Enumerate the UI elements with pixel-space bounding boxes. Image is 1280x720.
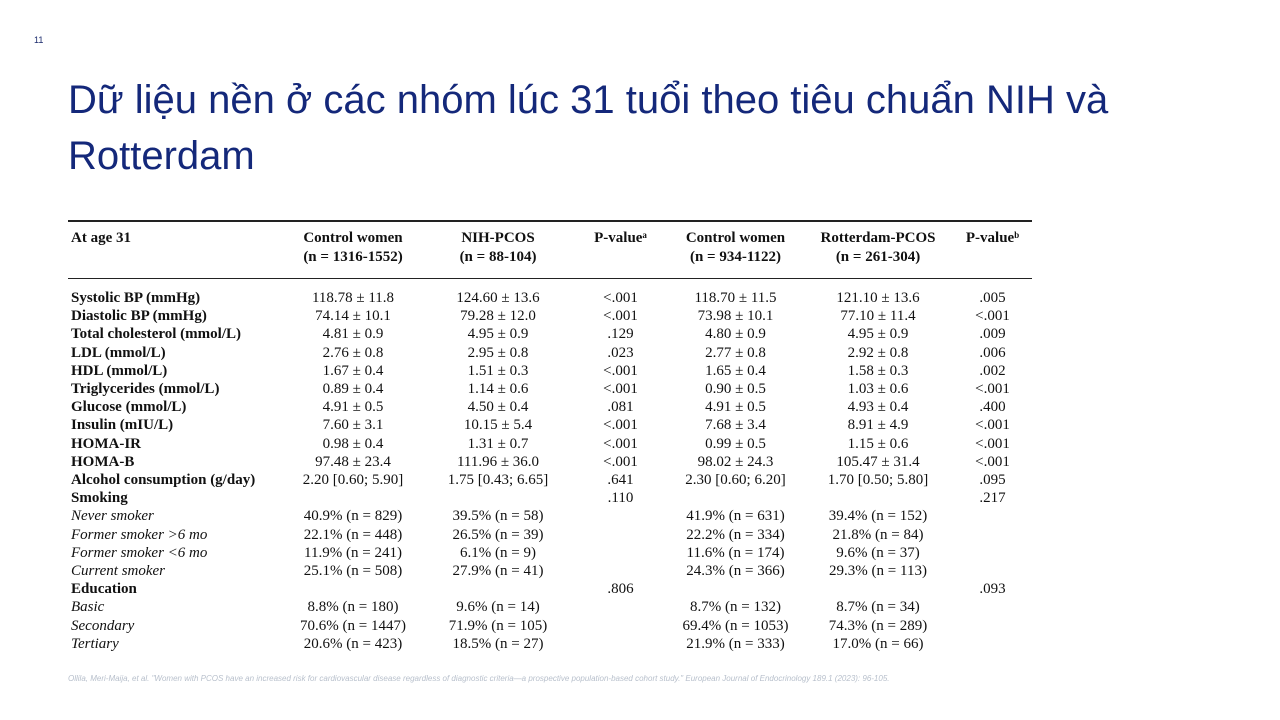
row-label: Insulin (mIU/L) [71, 417, 174, 434]
control-nih-cell: 118.78 ± 11.8 [311, 290, 395, 306]
rotterdam-pcos-cell: 1.58 ± 0.3 [847, 362, 909, 379]
row-label: Tertiary [71, 635, 119, 652]
header-cell: Control women (n = 1316-1552) [303, 230, 403, 265]
rotterdam-pcos-cell: 74.3% (n = 289) [828, 617, 928, 634]
p-value-b-cell [953, 617, 1032, 635]
p-value-b-cell: .095 [979, 472, 1006, 489]
control-nih-cell: 4.81 ± 0.9 [322, 326, 384, 343]
p-value-a-cell: .081 [607, 399, 634, 416]
p-value-b-cell: .009 [979, 326, 1006, 343]
row-label: Smoking [71, 490, 128, 507]
control-rotterdam-cell: 22.2% (n = 334) [686, 526, 785, 543]
nih-pcos-cell: 18.5% (n = 27) [452, 635, 544, 652]
rotterdam-pcos-cell: 8.7% (n = 34) [836, 599, 920, 616]
row-label: Diastolic BP (mmHg) [71, 308, 207, 325]
row-label: Alcohol consumption (g/day) [71, 472, 256, 489]
rotterdam-pcos-cell: 1.70 [0.50; 5.80] [827, 472, 929, 489]
nih-pcos-cell: 1.51 ± 0.3 [467, 362, 529, 379]
p-value-a-cell: .023 [607, 344, 634, 361]
nih-pcos-cell: 27.9% (n = 41) [452, 563, 544, 580]
p-value-b-cell [953, 635, 1032, 653]
p-value-a-cell: .110 [607, 490, 634, 507]
p-value-b-cell: <.001 [975, 308, 1010, 325]
slide-title: Dữ liệu nền ở các nhóm lúc 31 tuổi theo tiêu chuẩn NIH và Rotterdam [68, 78, 1109, 178]
table-header-row [68, 222, 1032, 267]
rotterdam-pcos-cell: 1.15 ± 0.6 [847, 435, 909, 452]
control-nih-cell: 74.14 ± 10.1 [315, 308, 391, 325]
row-label: Systolic BP (mmHg) [71, 290, 201, 306]
table-row [68, 416, 1032, 434]
table-row [68, 562, 1032, 580]
p-value-b-cell: <.001 [975, 435, 1010, 452]
rotterdam-pcos-cell [803, 489, 953, 507]
p-value-a-cell [573, 562, 668, 580]
row-label: Current smoker [71, 563, 166, 580]
rotterdam-pcos-cell: 39.4% (n = 152) [828, 508, 928, 525]
nih-pcos-cell: 71.9% (n = 105) [448, 617, 548, 634]
p-value-b-cell: .400 [979, 399, 1006, 416]
nih-pcos-cell: 4.95 ± 0.9 [467, 326, 529, 343]
control-nih-cell: 97.48 ± 23.4 [315, 453, 391, 470]
row-label: Former smoker <6 mo [71, 544, 208, 561]
p-value-a-cell [573, 635, 668, 653]
control-rotterdam-cell: 2.30 [0.60; 6.20] [685, 472, 786, 489]
control-rotterdam-cell [668, 580, 803, 598]
p-value-a-cell: <.001 [603, 417, 638, 434]
nih-pcos-cell: 26.5% (n = 39) [452, 526, 544, 543]
table-row [68, 617, 1032, 635]
control-rotterdam-cell: 69.4% (n = 1053) [682, 617, 789, 634]
table-row [68, 471, 1032, 489]
header-cell: At age 31 [71, 230, 131, 246]
control-rotterdam-cell: 98.02 ± 24.3 [697, 453, 774, 470]
p-value-a-cell: .129 [607, 326, 634, 343]
control-rotterdam-cell: 8.7% (n = 132) [690, 599, 781, 616]
rotterdam-pcos-cell: 9.6% (n = 37) [836, 544, 920, 561]
row-label: Basic [71, 599, 105, 616]
p-value-a-cell [573, 617, 668, 635]
p-value-b-cell: <.001 [975, 453, 1010, 470]
control-rotterdam-cell [668, 489, 803, 507]
p-value-b-cell [953, 507, 1032, 525]
nih-pcos-cell: 4.50 ± 0.4 [467, 399, 529, 416]
p-value-a-cell: <.001 [603, 290, 638, 306]
nih-pcos-cell: 111.96 ± 36.0 [456, 453, 540, 470]
rotterdam-pcos-cell: 29.3% (n = 113) [829, 563, 927, 580]
rotterdam-pcos-cell: 121.10 ± 13.6 [836, 290, 920, 306]
table-row [68, 580, 1032, 598]
control-nih-cell: 1.67 ± 0.4 [322, 362, 384, 379]
control-rotterdam-cell: 0.99 ± 0.5 [705, 435, 766, 452]
table-row [68, 453, 1032, 471]
p-value-b-cell: .006 [979, 344, 1006, 361]
rotterdam-pcos-cell: 77.10 ± 11.4 [840, 308, 916, 325]
control-nih-cell: 40.9% (n = 829) [303, 508, 403, 525]
rotterdam-pcos-cell: 8.91 ± 4.9 [847, 417, 909, 434]
header-cell: Control women (n = 934-1122) [685, 230, 786, 265]
control-rotterdam-cell: 118.70 ± 11.5 [694, 290, 777, 306]
p-value-b-cell: <.001 [975, 381, 1010, 398]
control-nih-cell: 8.8% (n = 180) [307, 599, 399, 616]
header-cell: NIH-PCOS (n = 88-104) [459, 230, 537, 265]
nih-pcos-cell: 79.28 ± 12.0 [460, 308, 536, 325]
header-cell: P-valueᵃ [594, 230, 647, 246]
control-nih-cell: 20.6% (n = 423) [303, 635, 403, 652]
baseline-table [68, 220, 1032, 653]
nih-pcos-cell: 9.6% (n = 14) [456, 599, 540, 616]
p-value-b-cell: .005 [979, 290, 1006, 306]
p-value-b-cell: <.001 [975, 417, 1010, 434]
row-label: Glucose (mmol/L) [71, 399, 187, 416]
table-row [68, 325, 1032, 343]
table-row [68, 526, 1032, 544]
table-row [68, 307, 1032, 325]
table-row [68, 398, 1032, 416]
p-value-b-cell: .093 [979, 581, 1006, 598]
table-row [68, 635, 1032, 653]
control-nih-cell: 7.60 ± 3.1 [322, 417, 384, 434]
control-nih-cell: 0.98 ± 0.4 [322, 435, 384, 452]
nih-pcos-cell: 10.15 ± 5.4 [463, 417, 533, 434]
control-nih-cell: 11.9% (n = 241) [304, 544, 402, 561]
p-value-a-cell [573, 507, 668, 525]
table-row [68, 279, 1032, 307]
nih-pcos-cell: 124.60 ± 13.6 [456, 290, 540, 306]
p-value-a-cell: <.001 [603, 362, 638, 379]
nih-pcos-cell: 39.5% (n = 58) [452, 508, 544, 525]
rotterdam-pcos-cell [803, 580, 953, 598]
rotterdam-pcos-cell: 4.95 ± 0.9 [847, 326, 909, 343]
nih-pcos-cell: 1.31 ± 0.7 [467, 435, 529, 452]
table-row [68, 380, 1032, 398]
table-row [68, 344, 1032, 362]
p-value-a-cell [573, 544, 668, 562]
table-row [68, 507, 1032, 525]
p-value-b-cell: .002 [979, 362, 1006, 379]
nih-pcos-cell: 1.75 [0.43; 6.65] [447, 472, 549, 489]
control-nih-cell: 2.76 ± 0.8 [322, 344, 384, 361]
row-label: Triglycerides (mmol/L) [71, 381, 220, 398]
table-row [68, 598, 1032, 616]
control-nih-cell [283, 489, 423, 507]
rotterdam-pcos-cell: 105.47 ± 31.4 [836, 453, 920, 470]
rotterdam-pcos-cell: 17.0% (n = 66) [832, 635, 924, 652]
p-value-b-cell [953, 526, 1032, 544]
control-rotterdam-cell: 7.68 ± 3.4 [705, 417, 766, 434]
control-nih-cell: 0.89 ± 0.4 [322, 381, 384, 398]
row-label: HOMA-IR [71, 435, 141, 452]
table-row [68, 362, 1032, 380]
control-nih-cell: 4.91 ± 0.5 [322, 399, 384, 416]
row-label: HOMA-B [71, 453, 135, 470]
control-rotterdam-cell: 2.77 ± 0.8 [705, 344, 766, 361]
table-body [68, 279, 1032, 653]
nih-pcos-cell: 2.95 ± 0.8 [467, 344, 529, 361]
table-row [68, 435, 1032, 453]
control-rotterdam-cell: 73.98 ± 10.1 [697, 308, 774, 325]
header-cell: P-valueᵇ [965, 230, 1020, 246]
p-value-b-cell: .217 [979, 490, 1006, 507]
row-label: HDL (mmol/L) [71, 362, 168, 379]
row-label: Never smoker [71, 508, 154, 525]
p-value-a-cell: <.001 [603, 381, 638, 398]
control-nih-cell: 25.1% (n = 508) [303, 563, 403, 580]
p-value-b-cell [953, 598, 1032, 616]
control-nih-cell [283, 580, 423, 598]
table-row [68, 489, 1032, 507]
slide-number: 11 [34, 35, 44, 45]
rotterdam-pcos-cell: 21.8% (n = 84) [832, 526, 924, 543]
row-label: Former smoker >6 mo [71, 526, 208, 543]
p-value-b-cell [953, 562, 1032, 580]
control-rotterdam-cell: 0.90 ± 0.5 [705, 381, 766, 398]
control-rotterdam-cell: 41.9% (n = 631) [686, 508, 785, 525]
control-nih-cell: 22.1% (n = 448) [303, 526, 403, 543]
p-value-a-cell: <.001 [603, 435, 638, 452]
p-value-a-cell: .641 [607, 472, 634, 489]
control-rotterdam-cell: 21.9% (n = 333) [686, 635, 785, 652]
control-rotterdam-cell: 4.80 ± 0.9 [705, 326, 766, 343]
p-value-a-cell [573, 526, 668, 544]
control-nih-cell: 2.20 [0.60; 5.90] [302, 472, 404, 489]
control-rotterdam-cell: 1.65 ± 0.4 [705, 362, 766, 379]
rotterdam-pcos-cell: 1.03 ± 0.6 [847, 381, 909, 398]
nih-pcos-cell [423, 580, 573, 598]
citation: Ollila, Meri-Maija, et al. "Women with PCOS have an increased risk for cardiovascular disease regardless of diagnostic criteria—a prospective population-based cohort study." European Journal of Endocrinology 189.1 (2023): 96-105. [68, 674, 890, 683]
rotterdam-pcos-cell: 2.92 ± 0.8 [847, 344, 909, 361]
rotterdam-pcos-cell: 4.93 ± 0.4 [847, 399, 909, 416]
p-value-a-cell [573, 598, 668, 616]
control-rotterdam-cell: 4.91 ± 0.5 [705, 399, 766, 416]
row-label: Total cholesterol (mmol/L) [71, 326, 241, 343]
control-rotterdam-cell: 11.6% (n = 174) [686, 544, 785, 561]
nih-pcos-cell: 1.14 ± 0.6 [467, 381, 529, 398]
nih-pcos-cell: 6.1% (n = 9) [460, 544, 536, 561]
control-nih-cell: 70.6% (n = 1447) [300, 617, 406, 634]
row-label: Education [71, 581, 137, 598]
header-cell: Rotterdam-PCOS (n = 261-304) [820, 230, 936, 265]
row-label: Secondary [71, 617, 135, 634]
p-value-a-cell: .806 [607, 581, 634, 598]
p-value-b-cell [953, 544, 1032, 562]
p-value-a-cell: <.001 [603, 308, 638, 325]
control-rotterdam-cell: 24.3% (n = 366) [686, 563, 785, 580]
table-row [68, 544, 1032, 562]
p-value-a-cell: <.001 [603, 453, 638, 470]
row-label: LDL (mmol/L) [71, 344, 166, 361]
nih-pcos-cell [423, 489, 573, 507]
